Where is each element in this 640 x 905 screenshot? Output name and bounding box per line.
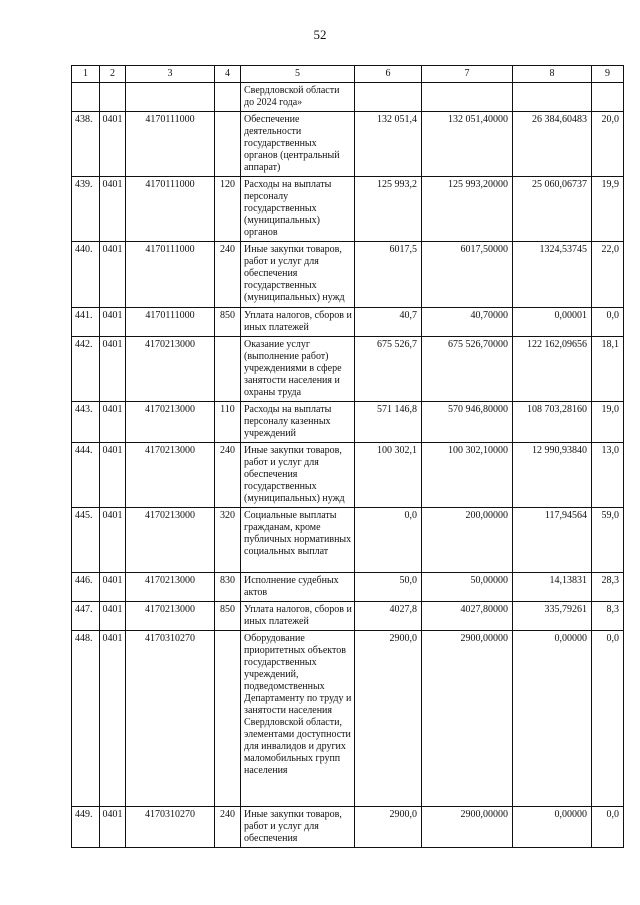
item-name: Обеспечение деятельности государственных органов (центральный аппарат) [241,112,355,177]
page-number: 52 [313,27,327,42]
assigned-amount: 200,00000 [422,508,513,573]
row-number: 438. [72,112,100,177]
item-name: Социальные выплаты гражданам, кроме публичных нормативных социальных выплат [241,508,355,573]
planned-amount: 0,0 [355,508,422,573]
section-code [100,83,126,112]
section-code: 0401 [100,402,126,443]
target-code: 4170213000 [126,602,215,631]
table-row [72,508,624,573]
table-row [72,443,624,508]
expense-type-code: 850 [215,602,241,631]
item-name: Расходы на выплаты персоналу государственных (муниципальных) органов [241,177,355,242]
row-number: 441. [72,308,100,337]
expense-type-code: 110 [215,402,241,443]
execution-percent: 0,0 [592,807,624,848]
executed-amount: 1324,53745 [513,242,592,308]
item-name: Иные закупки товаров, работ и услуг для обеспечения [241,807,355,848]
assigned-amount: 132 051,40000 [422,112,513,177]
header-row [72,66,624,83]
row-number: 443. [72,402,100,443]
col-header: 2 [100,66,126,83]
item-name: Иные закупки товаров, работ и услуг для обеспечения государственных (муниципальных) нужд [241,443,355,508]
assigned-amount [422,83,513,112]
executed-amount: 117,94564 [513,508,592,573]
item-name: Исполнение судебных актов [241,573,355,602]
row-number: 448. [72,631,100,807]
execution-percent: 0,0 [592,308,624,337]
section-code: 0401 [100,631,126,807]
planned-amount: 4027,8 [355,602,422,631]
item-name: Оказание услуг (выполнение работ) учреждениями в сфере занятости населения и охраны труда [241,337,355,402]
expense-type-code: 830 [215,573,241,602]
section-code: 0401 [100,807,126,848]
expense-type-code: 320 [215,508,241,573]
executed-amount: 26 384,60483 [513,112,592,177]
table-row [72,242,624,308]
planned-amount: 2900,0 [355,631,422,807]
assigned-amount: 570 946,80000 [422,402,513,443]
target-code: 4170111000 [126,242,215,308]
expense-type-code: 240 [215,807,241,848]
table-row [72,308,624,337]
execution-percent: 13,0 [592,443,624,508]
section-code: 0401 [100,112,126,177]
table-row [72,112,624,177]
row-number: 445. [72,508,100,573]
section-code: 0401 [100,443,126,508]
target-code: 4170213000 [126,443,215,508]
execution-percent: 28,3 [592,573,624,602]
target-code: 4170213000 [126,573,215,602]
row-number: 447. [72,602,100,631]
table-row [72,602,624,631]
execution-percent: 59,0 [592,508,624,573]
expense-type-code: 240 [215,242,241,308]
assigned-amount: 50,00000 [422,573,513,602]
executed-amount: 122 162,09656 [513,337,592,402]
execution-percent: 18,1 [592,337,624,402]
executed-amount: 108 703,28160 [513,402,592,443]
execution-percent: 0,0 [592,631,624,807]
assigned-amount: 40,70000 [422,308,513,337]
executed-amount: 0,00000 [513,631,592,807]
row-number: 444. [72,443,100,508]
assigned-amount: 2900,00000 [422,807,513,848]
expense-type-code [215,631,241,807]
section-code: 0401 [100,337,126,402]
expense-type-code [215,112,241,177]
execution-percent: 22,0 [592,242,624,308]
item-name: Свердловской области до 2024 года» [241,83,355,112]
executed-amount: 0,00001 [513,308,592,337]
executed-amount: 14,13831 [513,573,592,602]
assigned-amount: 4027,80000 [422,602,513,631]
section-code: 0401 [100,308,126,337]
expense-type-code [215,83,241,112]
expense-type-code: 120 [215,177,241,242]
assigned-amount: 125 993,20000 [422,177,513,242]
col-header: 8 [513,66,592,83]
row-number [72,83,100,112]
col-header: 5 [241,66,355,83]
target-code: 4170310270 [126,807,215,848]
col-header: 7 [422,66,513,83]
executed-amount: 12 990,93840 [513,443,592,508]
item-name: Иные закупки товаров, работ и услуг для обеспечения государственных (муниципальных) нужд [241,242,355,308]
expense-type-code: 850 [215,308,241,337]
col-header: 6 [355,66,422,83]
item-name: Уплата налогов, сборов и иных платежей [241,308,355,337]
col-header: 4 [215,66,241,83]
row-number: 439. [72,177,100,242]
section-code: 0401 [100,242,126,308]
execution-percent: 19,0 [592,402,624,443]
assigned-amount: 100 302,10000 [422,443,513,508]
section-code: 0401 [100,177,126,242]
section-code: 0401 [100,573,126,602]
table-row [72,337,624,402]
col-header: 1 [72,66,100,83]
assigned-amount: 2900,00000 [422,631,513,807]
col-header: 9 [592,66,624,83]
expense-type-code [215,337,241,402]
executed-amount: 0,00000 [513,807,592,848]
execution-percent: 19,9 [592,177,624,242]
table-row [72,573,624,602]
executed-amount: 335,79261 [513,602,592,631]
expense-type-code: 240 [215,443,241,508]
row-number: 449. [72,807,100,848]
target-code [126,83,215,112]
planned-amount: 6017,5 [355,242,422,308]
table-row [72,807,624,848]
planned-amount: 571 146,8 [355,402,422,443]
planned-amount: 2900,0 [355,807,422,848]
execution-percent: 8,3 [592,602,624,631]
assigned-amount: 6017,50000 [422,242,513,308]
item-name: Оборудование приоритетных объектов государственных учреждений, подведомственных Департаменту по труду и занятости населения Свердловской области, элементами доступности для инвалидов и других маломобильных групп населения [241,631,355,807]
assigned-amount: 675 526,70000 [422,337,513,402]
target-code: 4170111000 [126,177,215,242]
table-row [72,402,624,443]
table-row [72,177,624,242]
table-row [72,631,624,807]
planned-amount: 675 526,7 [355,337,422,402]
target-code: 4170213000 [126,402,215,443]
planned-amount: 100 302,1 [355,443,422,508]
section-code: 0401 [100,508,126,573]
row-number: 446. [72,573,100,602]
target-code: 4170310270 [126,631,215,807]
planned-amount: 125 993,2 [355,177,422,242]
execution-percent: 20,0 [592,112,624,177]
table-row [72,83,624,112]
target-code: 4170111000 [126,308,215,337]
row-number: 440. [72,242,100,308]
executed-amount [513,83,592,112]
planned-amount: 132 051,4 [355,112,422,177]
planned-amount [355,83,422,112]
target-code: 4170213000 [126,508,215,573]
section-code: 0401 [100,602,126,631]
row-number: 442. [72,337,100,402]
item-name: Расходы на выплаты персоналу казенных учреждений [241,402,355,443]
budget-table [71,65,624,848]
target-code: 4170111000 [126,112,215,177]
planned-amount: 40,7 [355,308,422,337]
target-code: 4170213000 [126,337,215,402]
item-name: Уплата налогов, сборов и иных платежей [241,602,355,631]
execution-percent [592,83,624,112]
executed-amount: 25 060,06737 [513,177,592,242]
planned-amount: 50,0 [355,573,422,602]
col-header: 3 [126,66,215,83]
